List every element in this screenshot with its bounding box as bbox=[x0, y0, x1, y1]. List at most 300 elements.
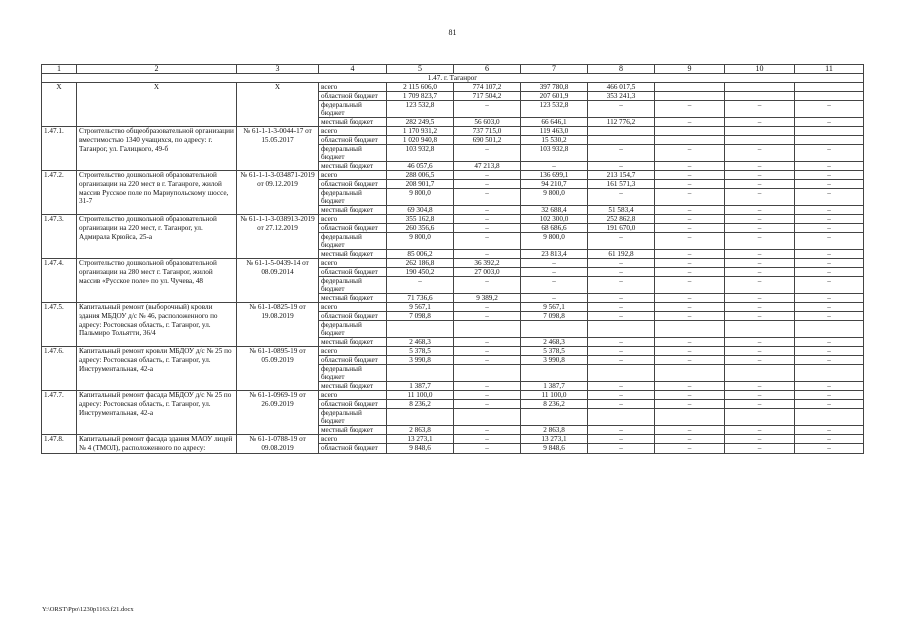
amount-cell bbox=[795, 127, 864, 136]
amount-cell: – bbox=[725, 171, 795, 180]
funding-source: федеральный бюджет bbox=[319, 189, 387, 206]
summary-number: Х bbox=[42, 83, 77, 127]
amount-cell: – bbox=[795, 400, 864, 409]
amount-cell: 68 686,6 bbox=[521, 224, 588, 233]
amount-cell: 690 501,2 bbox=[454, 136, 521, 145]
amount-cell: 5 378,5 bbox=[521, 347, 588, 356]
amount-cell: 2 115 606,0 bbox=[387, 83, 454, 92]
item-name: Строительство общеобразовательной организации вместимостью 1340 учащихся, по адресу: г. Таганрог, ул. Галицкого, 49-б bbox=[77, 127, 237, 171]
amount-cell: – bbox=[655, 312, 725, 321]
amount-cell: – bbox=[725, 259, 795, 268]
amount-cell bbox=[795, 136, 864, 145]
summary-name: Х bbox=[77, 83, 237, 127]
funding-source: федеральный бюджет bbox=[319, 145, 387, 162]
amount-cell: – bbox=[795, 162, 864, 171]
amount-cell: – bbox=[655, 426, 725, 435]
amount-cell: – bbox=[655, 118, 725, 127]
amount-cell: 191 670,0 bbox=[588, 224, 655, 233]
amount-cell bbox=[795, 92, 864, 101]
amount-cell: – bbox=[655, 224, 725, 233]
amount-cell: 123 532,8 bbox=[521, 101, 588, 118]
amount-cell bbox=[725, 321, 795, 338]
amount-cell: – bbox=[454, 435, 521, 444]
amount-cell: – bbox=[795, 233, 864, 250]
amount-cell: – bbox=[655, 391, 725, 400]
item-reference: № 61-1-0895-19 от 05.09.2019 bbox=[237, 347, 319, 391]
amount-cell: 46 057,6 bbox=[387, 162, 454, 171]
amount-cell: – bbox=[795, 277, 864, 294]
amount-cell: – bbox=[725, 391, 795, 400]
amount-cell: – bbox=[795, 215, 864, 224]
amount-cell: 207 601,9 bbox=[521, 92, 588, 101]
amount-cell: 85 006,2 bbox=[387, 250, 454, 259]
amount-cell: 9 848,6 bbox=[387, 444, 454, 453]
amount-cell: – bbox=[795, 294, 864, 303]
amount-cell bbox=[454, 365, 521, 382]
funding-source: федеральный бюджет bbox=[319, 365, 387, 382]
column-number: 1 bbox=[42, 65, 77, 74]
amount-cell: – bbox=[454, 338, 521, 347]
district-title: 1.47. г. Таганрог bbox=[42, 74, 864, 83]
amount-cell: 11 100,0 bbox=[387, 391, 454, 400]
amount-cell: – bbox=[655, 215, 725, 224]
amount-cell: – bbox=[588, 233, 655, 250]
amount-cell: – bbox=[588, 303, 655, 312]
amount-cell: – bbox=[795, 268, 864, 277]
amount-cell: – bbox=[655, 145, 725, 162]
amount-cell: – bbox=[725, 277, 795, 294]
funding-source: федеральный бюджет bbox=[319, 101, 387, 118]
amount-cell: – bbox=[454, 382, 521, 391]
amount-cell: 102 300,0 bbox=[521, 215, 588, 224]
amount-cell: – bbox=[655, 206, 725, 215]
item-name: Строительство дошкольной образовательной организации на 280 мест г. Таганрог, жилой массив «Русское поле» по ул. Чучева, 48 bbox=[77, 259, 237, 303]
amount-cell: – bbox=[795, 101, 864, 118]
funding-source: областной бюджет bbox=[319, 356, 387, 365]
amount-cell: 2 863,8 bbox=[521, 426, 588, 435]
amount-cell bbox=[725, 409, 795, 426]
table-row bbox=[42, 127, 864, 136]
amount-cell: 3 990,8 bbox=[387, 356, 454, 365]
amount-cell: – bbox=[795, 338, 864, 347]
column-number: 11 bbox=[795, 65, 864, 74]
funding-source: федеральный бюджет bbox=[319, 321, 387, 338]
amount-cell: – bbox=[725, 426, 795, 435]
column-number: 7 bbox=[521, 65, 588, 74]
amount-cell: – bbox=[454, 400, 521, 409]
amount-cell bbox=[521, 365, 588, 382]
amount-cell: 737 715,0 bbox=[454, 127, 521, 136]
funding-source: областной бюджет bbox=[319, 268, 387, 277]
table-row bbox=[42, 259, 864, 268]
amount-cell: – bbox=[588, 189, 655, 206]
amount-cell: – bbox=[655, 259, 725, 268]
table-row bbox=[42, 303, 864, 312]
amount-cell bbox=[387, 365, 454, 382]
district-row bbox=[42, 74, 864, 83]
item-number: 1.47.1. bbox=[42, 127, 77, 171]
amount-cell: 32 688,4 bbox=[521, 206, 588, 215]
item-name: Строительство дошкольной образовательной организации на 220 мест в г. Таганроге, жилой массив Русское поле по Мариупольскому шоссе, 31-7 bbox=[77, 171, 237, 215]
item-name: Капитальный ремонт (выборочный) кровли здания МБДОУ д/с № 46, расположенного по адресу: Ростовская область, г. Таганрог, ул. Пальмиро Тольятти, 36/4 bbox=[77, 303, 237, 347]
column-number: 10 bbox=[725, 65, 795, 74]
amount-cell: – bbox=[454, 189, 521, 206]
amount-cell bbox=[387, 321, 454, 338]
amount-cell: 112 776,2 bbox=[588, 118, 655, 127]
funding-source: всего bbox=[319, 215, 387, 224]
amount-cell bbox=[521, 321, 588, 338]
funding-source: местный бюджет bbox=[319, 206, 387, 215]
amount-cell: 9 567,1 bbox=[521, 303, 588, 312]
amount-cell: – bbox=[795, 382, 864, 391]
amount-cell bbox=[725, 365, 795, 382]
table-row bbox=[42, 391, 864, 400]
amount-cell: – bbox=[725, 268, 795, 277]
amount-cell: – bbox=[454, 233, 521, 250]
amount-cell: – bbox=[454, 224, 521, 233]
amount-cell: 9 567,1 bbox=[387, 303, 454, 312]
amount-cell: 9 389,2 bbox=[454, 294, 521, 303]
column-number: 8 bbox=[588, 65, 655, 74]
amount-cell: – bbox=[795, 356, 864, 365]
amount-cell: – bbox=[454, 250, 521, 259]
amount-cell: 103 932,8 bbox=[521, 145, 588, 162]
amount-cell: – bbox=[588, 162, 655, 171]
budget-table bbox=[41, 64, 864, 454]
amount-cell: 288 006,5 bbox=[387, 171, 454, 180]
amount-cell: – bbox=[795, 303, 864, 312]
table-row bbox=[42, 347, 864, 356]
funding-source: всего bbox=[319, 259, 387, 268]
amount-cell: – bbox=[725, 206, 795, 215]
amount-cell: 9 848,6 bbox=[521, 444, 588, 453]
amount-cell bbox=[725, 92, 795, 101]
amount-cell: – bbox=[454, 206, 521, 215]
amount-cell: – bbox=[588, 268, 655, 277]
amount-cell: – bbox=[588, 391, 655, 400]
amount-cell bbox=[588, 321, 655, 338]
amount-cell: – bbox=[588, 435, 655, 444]
amount-cell: 466 017,5 bbox=[588, 83, 655, 92]
amount-cell: – bbox=[454, 391, 521, 400]
item-name: Капитальный ремонт кровли МБДОУ д/с № 25 по адресу: Ростовская область, г. Таганрог, ул. Инструментальная, 42-а bbox=[77, 347, 237, 391]
amount-cell: 260 356,6 bbox=[387, 224, 454, 233]
amount-cell: – bbox=[655, 356, 725, 365]
amount-cell: 94 210,7 bbox=[521, 180, 588, 189]
funding-source: всего bbox=[319, 435, 387, 444]
amount-cell: 1 020 940,8 bbox=[387, 136, 454, 145]
item-name: Капитальный ремонт фасада МБДОУ д/с № 25 по адресу: Ростовская область, г. Таганрог, ул. Инструментальная, 42-а bbox=[77, 391, 237, 435]
amount-cell: – bbox=[795, 250, 864, 259]
funding-source: местный бюджет bbox=[319, 162, 387, 171]
amount-cell: – bbox=[655, 277, 725, 294]
funding-source: местный бюджет bbox=[319, 382, 387, 391]
amount-cell: – bbox=[795, 118, 864, 127]
amount-cell: – bbox=[655, 180, 725, 189]
amount-cell: – bbox=[725, 356, 795, 365]
amount-cell: – bbox=[795, 444, 864, 453]
amount-cell: – bbox=[725, 250, 795, 259]
amount-cell: – bbox=[795, 347, 864, 356]
column-number: 3 bbox=[237, 65, 319, 74]
item-reference: № 61-1-0825-19 от 19.08.2019 bbox=[237, 303, 319, 347]
funding-source: местный бюджет bbox=[319, 118, 387, 127]
file-path: Y:\ORST\Ppo\1230p1163.f21.docx bbox=[42, 606, 134, 613]
amount-cell: – bbox=[655, 435, 725, 444]
amount-cell: – bbox=[725, 347, 795, 356]
amount-cell: – bbox=[725, 400, 795, 409]
amount-cell: 23 813,4 bbox=[521, 250, 588, 259]
amount-cell: – bbox=[588, 426, 655, 435]
amount-cell bbox=[454, 321, 521, 338]
amount-cell: – bbox=[588, 338, 655, 347]
amount-cell: – bbox=[655, 250, 725, 259]
funding-source: всего bbox=[319, 127, 387, 136]
amount-cell: 208 901,7 bbox=[387, 180, 454, 189]
column-number-row bbox=[42, 65, 864, 74]
amount-cell bbox=[655, 365, 725, 382]
item-reference: № 61-1-0788-19 от 09.08.2019 bbox=[237, 435, 319, 454]
item-number: 1.47.8. bbox=[42, 435, 77, 454]
amount-cell: – bbox=[795, 435, 864, 444]
amount-cell bbox=[588, 136, 655, 145]
amount-cell: 119 463,0 bbox=[521, 127, 588, 136]
amount-cell: – bbox=[655, 162, 725, 171]
amount-cell: 7 098,8 bbox=[387, 312, 454, 321]
amount-cell: – bbox=[454, 347, 521, 356]
column-number: 4 bbox=[319, 65, 387, 74]
amount-cell: 213 154,7 bbox=[588, 171, 655, 180]
amount-cell: 2 468,3 bbox=[387, 338, 454, 347]
funding-source: областной бюджет bbox=[319, 92, 387, 101]
amount-cell: – bbox=[454, 171, 521, 180]
item-reference: № 61-1-5-0439-14 от 08.09.2014 bbox=[237, 259, 319, 303]
amount-cell: – bbox=[387, 277, 454, 294]
amount-cell bbox=[725, 127, 795, 136]
amount-cell: 71 736,6 bbox=[387, 294, 454, 303]
amount-cell: – bbox=[655, 101, 725, 118]
column-number: 2 bbox=[77, 65, 237, 74]
amount-cell: – bbox=[588, 312, 655, 321]
amount-cell: 1 387,7 bbox=[387, 382, 454, 391]
amount-cell: – bbox=[655, 382, 725, 391]
amount-cell: – bbox=[454, 356, 521, 365]
item-number: 1.47.2. bbox=[42, 171, 77, 215]
amount-cell: 282 249,5 bbox=[387, 118, 454, 127]
funding-source: местный бюджет bbox=[319, 250, 387, 259]
column-number: 5 bbox=[387, 65, 454, 74]
summary-reference: Х bbox=[237, 83, 319, 127]
amount-cell: – bbox=[795, 206, 864, 215]
amount-cell bbox=[588, 127, 655, 136]
amount-cell: 9 800,0 bbox=[521, 233, 588, 250]
amount-cell: – bbox=[521, 162, 588, 171]
amount-cell: 252 862,8 bbox=[588, 215, 655, 224]
amount-cell: 123 532,8 bbox=[387, 101, 454, 118]
amount-cell: – bbox=[725, 444, 795, 453]
amount-cell: 3 990,8 bbox=[521, 356, 588, 365]
amount-cell: – bbox=[725, 118, 795, 127]
amount-cell bbox=[655, 409, 725, 426]
funding-source: местный бюджет bbox=[319, 426, 387, 435]
amount-cell: 9 800,0 bbox=[387, 189, 454, 206]
item-name: Строительство дошкольной образовательной организации на 220 мест, г. Таганрог, ул. Адмирала Крюйса, 25-а bbox=[77, 215, 237, 259]
amount-cell bbox=[725, 136, 795, 145]
amount-cell: – bbox=[521, 277, 588, 294]
funding-source: областной бюджет bbox=[319, 136, 387, 145]
amount-cell: – bbox=[795, 171, 864, 180]
amount-cell: – bbox=[588, 400, 655, 409]
amount-cell bbox=[795, 409, 864, 426]
amount-cell: 27 003,0 bbox=[454, 268, 521, 277]
item-reference: № 61-1-1-3-034871-2019 от 09.12.2019 bbox=[237, 171, 319, 215]
amount-cell: – bbox=[521, 259, 588, 268]
amount-cell: 1 709 823,7 bbox=[387, 92, 454, 101]
amount-cell: – bbox=[588, 101, 655, 118]
amount-cell: 13 273,1 bbox=[521, 435, 588, 444]
amount-cell: 51 583,4 bbox=[588, 206, 655, 215]
item-number: 1.47.4. bbox=[42, 259, 77, 303]
amount-cell bbox=[655, 136, 725, 145]
amount-cell bbox=[795, 365, 864, 382]
amount-cell: – bbox=[588, 356, 655, 365]
amount-cell: – bbox=[454, 312, 521, 321]
amount-cell: 69 304,8 bbox=[387, 206, 454, 215]
amount-cell: – bbox=[454, 426, 521, 435]
amount-cell: – bbox=[725, 338, 795, 347]
funding-source: областной бюджет bbox=[319, 400, 387, 409]
funding-source: федеральный бюджет bbox=[319, 233, 387, 250]
amount-cell: – bbox=[795, 145, 864, 162]
amount-cell: 8 236,2 bbox=[521, 400, 588, 409]
amount-cell: 397 780,8 bbox=[521, 83, 588, 92]
amount-cell: 2 863,8 bbox=[387, 426, 454, 435]
amount-cell bbox=[655, 127, 725, 136]
amount-cell: – bbox=[588, 382, 655, 391]
amount-cell: – bbox=[725, 145, 795, 162]
amount-cell bbox=[795, 83, 864, 92]
amount-cell: – bbox=[725, 312, 795, 321]
amount-cell: 11 100,0 bbox=[521, 391, 588, 400]
amount-cell: 190 450,2 bbox=[387, 268, 454, 277]
amount-cell: – bbox=[795, 180, 864, 189]
amount-cell: – bbox=[454, 444, 521, 453]
amount-cell: – bbox=[725, 382, 795, 391]
amount-cell: 355 162,8 bbox=[387, 215, 454, 224]
amount-cell: 15 530,2 bbox=[521, 136, 588, 145]
amount-cell: 36 392,2 bbox=[454, 259, 521, 268]
amount-cell bbox=[795, 321, 864, 338]
item-reference: № 61-1-1-3-038913-2019 от 27.12.2019 bbox=[237, 215, 319, 259]
item-number: 1.47.6. bbox=[42, 347, 77, 391]
amount-cell: – bbox=[588, 277, 655, 294]
item-reference: № 61-1-0969-19 от 26.09.2019 bbox=[237, 391, 319, 435]
amount-cell: – bbox=[655, 444, 725, 453]
amount-cell: 774 107,2 bbox=[454, 83, 521, 92]
amount-cell bbox=[588, 409, 655, 426]
amount-cell: – bbox=[655, 268, 725, 277]
amount-cell: – bbox=[725, 180, 795, 189]
amount-cell: 1 170 931,2 bbox=[387, 127, 454, 136]
amount-cell: 9 800,0 bbox=[387, 233, 454, 250]
amount-cell: 262 186,8 bbox=[387, 259, 454, 268]
amount-cell: – bbox=[725, 233, 795, 250]
amount-cell: – bbox=[454, 303, 521, 312]
funding-source: всего bbox=[319, 391, 387, 400]
amount-cell: 8 236,2 bbox=[387, 400, 454, 409]
amount-cell bbox=[725, 83, 795, 92]
amount-cell: 1 387,7 bbox=[521, 382, 588, 391]
amount-cell: – bbox=[795, 189, 864, 206]
amount-cell: – bbox=[655, 189, 725, 206]
amount-cell: – bbox=[588, 145, 655, 162]
amount-cell: – bbox=[655, 338, 725, 347]
amount-cell: 2 468,3 bbox=[521, 338, 588, 347]
amount-cell bbox=[387, 409, 454, 426]
table-row bbox=[42, 435, 864, 444]
amount-cell bbox=[655, 321, 725, 338]
amount-cell: – bbox=[588, 259, 655, 268]
amount-cell: – bbox=[454, 101, 521, 118]
amount-cell: – bbox=[725, 303, 795, 312]
table-row bbox=[42, 215, 864, 224]
amount-cell: – bbox=[588, 294, 655, 303]
funding-source: всего bbox=[319, 171, 387, 180]
table-row bbox=[42, 83, 864, 92]
amount-cell: – bbox=[795, 426, 864, 435]
amount-cell: 56 603,0 bbox=[454, 118, 521, 127]
amount-cell: – bbox=[454, 180, 521, 189]
column-number: 9 bbox=[655, 65, 725, 74]
page-number: 81 bbox=[448, 28, 457, 37]
amount-cell bbox=[521, 409, 588, 426]
funding-source: всего bbox=[319, 347, 387, 356]
amount-cell: – bbox=[795, 312, 864, 321]
funding-source: всего bbox=[319, 303, 387, 312]
funding-source: областной бюджет bbox=[319, 444, 387, 453]
funding-source: областной бюджет bbox=[319, 180, 387, 189]
amount-cell: 47 213,8 bbox=[454, 162, 521, 171]
amount-cell: – bbox=[725, 101, 795, 118]
amount-cell: 353 241,3 bbox=[588, 92, 655, 101]
amount-cell: – bbox=[655, 233, 725, 250]
amount-cell: – bbox=[588, 347, 655, 356]
item-number: 1.47.5. bbox=[42, 303, 77, 347]
amount-cell bbox=[588, 365, 655, 382]
table-row bbox=[42, 171, 864, 180]
amount-cell: 136 699,1 bbox=[521, 171, 588, 180]
amount-cell: 66 646,1 bbox=[521, 118, 588, 127]
funding-source: федеральный бюджет bbox=[319, 409, 387, 426]
amount-cell bbox=[454, 409, 521, 426]
amount-cell: 717 504,2 bbox=[454, 92, 521, 101]
amount-cell: – bbox=[725, 294, 795, 303]
amount-cell: – bbox=[521, 268, 588, 277]
amount-cell: 9 800,0 bbox=[521, 189, 588, 206]
amount-cell: – bbox=[725, 189, 795, 206]
amount-cell: 13 273,1 bbox=[387, 435, 454, 444]
funding-source: всего bbox=[319, 83, 387, 92]
funding-source: местный бюджет bbox=[319, 294, 387, 303]
amount-cell: – bbox=[454, 215, 521, 224]
amount-cell: – bbox=[655, 303, 725, 312]
amount-cell: – bbox=[454, 145, 521, 162]
amount-cell: – bbox=[655, 294, 725, 303]
item-name: Капитальный ремонт фасада здания МАОУ лицей № 4 (ТМОЛ), расположенного по адресу: bbox=[77, 435, 237, 454]
amount-cell bbox=[655, 92, 725, 101]
amount-cell: – bbox=[521, 294, 588, 303]
amount-cell: 161 571,3 bbox=[588, 180, 655, 189]
